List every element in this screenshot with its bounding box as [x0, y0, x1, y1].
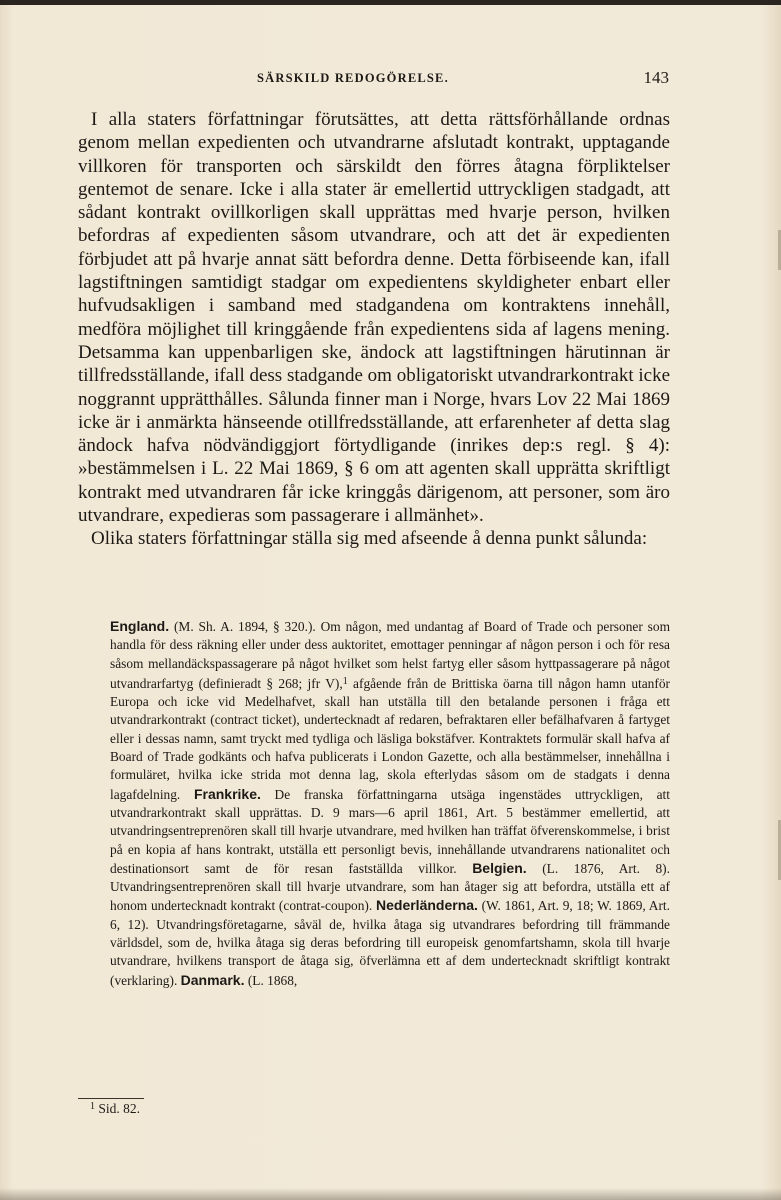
top-border	[0, 0, 781, 5]
footnote-marker: 1	[90, 1101, 95, 1112]
country-notes-paragraph	[110, 617, 670, 990]
page-bottom-shadow	[0, 1188, 781, 1200]
england-text-continued: afgående från de Brittiska öarna till någon hamn utanför Europa och icke vid Medelhafvet, skall han utställa till den betalande personen i fråga ett utvandrarkontrakt (contract ticket), undertecknadt af redaren, befraktaren eller befälhafvaren å fartyget eller i dessas namn, samt tryckt med tydliga och läsliga bokstäfver. Kontraktets formulär skall hafva af Board of Trade godkänts och hafva publicerats i London Gazette, och alla bestämmelser, innehållna i formuläret, hvilka icke strida mot denna lag, skola efterlydas såsom om de stadgats i denna lagafdelning.	[110, 675, 670, 802]
page-header	[257, 68, 669, 93]
footnote-text: Sid. 82.	[95, 1101, 141, 1116]
country-label-netherlands: Nederländerna.	[376, 897, 478, 914]
netherlands-text: (W. 1861, Art. 9, 18; W. 1869, Art. 6, 12). Utvandringsföretagarne, såväl de, hvilka åtaga sig utvandrares befordring till främmande världsdel, som de, hvilka åtaga sig deras befordring till europeisk genomfartshamn, skola till hvarje utvandrare, hvilkens transport de åtaga sig, öfverlämna ett af dem undertecknadt skriftligt kontrakt (verklaring).	[110, 898, 670, 988]
england-text: (M. Sh. A. 1894, § 320.). Om någon, med undantag af Board of Trade och personer som handla för dess räkning eller under dess auktoritet, emottager penningar af någon person i och för resa såsom mellandäckspassagerare på något hvilket som helst fartyg eller såsom hyttpassagerare på något utvandrarfartyg (definieradt § 268; jfr V),	[110, 619, 670, 691]
page-number: 143	[643, 68, 669, 87]
belgium-text: (L. 1876, Art. 8). Utvandringsentreprenören skall till hvarje utvandrare, som han åtager sig att befordra, utställa ett af honom undertecknadt kontrakt (contrat-coupon).	[110, 860, 670, 914]
main-text	[78, 108, 670, 551]
country-label-denmark: Danmark.	[180, 971, 245, 988]
footnote-rule	[78, 1098, 144, 1099]
denmark-text: (L. 1868,	[244, 972, 298, 988]
running-head: SÄRSKILD REDOGÖRELSE.	[257, 71, 449, 85]
france-text: De franska författningarna utsäga ingenstädes uttryckligen, att utvandrarkontrakt skall upprättas. D. 9 mars—6 april 1861, Art. 5 bestämmer emellertid, att utvandringsentreprenören skall till hvarje utvandrare, med hvilken han träffat öfverenskommelse, i brist på en kopia af hans kontrakt, utställa ett personligt bevis, innehållande utvandrarens nationalitet och destinationsort samt de för resan fastställda villkor.	[110, 786, 670, 876]
country-label-england: England.	[110, 618, 170, 634]
country-label-france: Frankrike.	[193, 785, 261, 802]
paragraph: I alla staters författningar förutsättes, att detta rättsförhållande ordnas genom mellan expedienten och utvandrarne afslutadt kontrakt, upptagande villkoren för transporten och särskildt den förres åtagna förpliktelser gentemot de senare. Icke i alla stater är emellertid uttryckligen stadgadt, att sådant kontrakt ovillkorligen skall upprättas med hvarje person, hvilken befordras af expedienten såsom utvandrare, och att det är expedienten förbjudet att på hvarje annat sätt befordra denne. Detta förbiseende kan, ifall lagstiftningen samtidigt stadgar om expedientens skyldigheter enbart eller hufvudsakligen i samband med stadgandena om kontraktens innehåll, medföra möjlighet till kringgående från expedientens sida af lagens mening. Detsamma kan uppenbarligen ske, ändock att lagstiftningen härutinnan är tillfredsställande, ifall dess stadgande om obligatoriskt utvandrarkontrakt icke noggrannt upprätthålles. Sålunda finner man i Norge, hvars Lov 22 Mai 1869 icke är i anmärkta hänseende otillfredsställande, att erfarenheter af detta slag ändock hafva nödvändiggjort förtydligande (inrikes dep:s regl. § 4): »bestämmelsen i L. 22 Mai 1869, § 6 om att agenten skall upprätta skriftligt kontrakt med utvandraren får icke kringgås därigenom, att personer, som äro utvandrare, expedieras som passagerare i allmänhet».	[78, 109, 671, 527]
country-notes	[110, 617, 670, 990]
footnote-reference: 1	[342, 675, 348, 687]
paragraph: Olika staters författningar ställa sig med afseende å denna punkt sålunda:	[91, 528, 648, 550]
footnote	[90, 1101, 140, 1117]
country-label-belgium: Belgien.	[472, 859, 527, 876]
